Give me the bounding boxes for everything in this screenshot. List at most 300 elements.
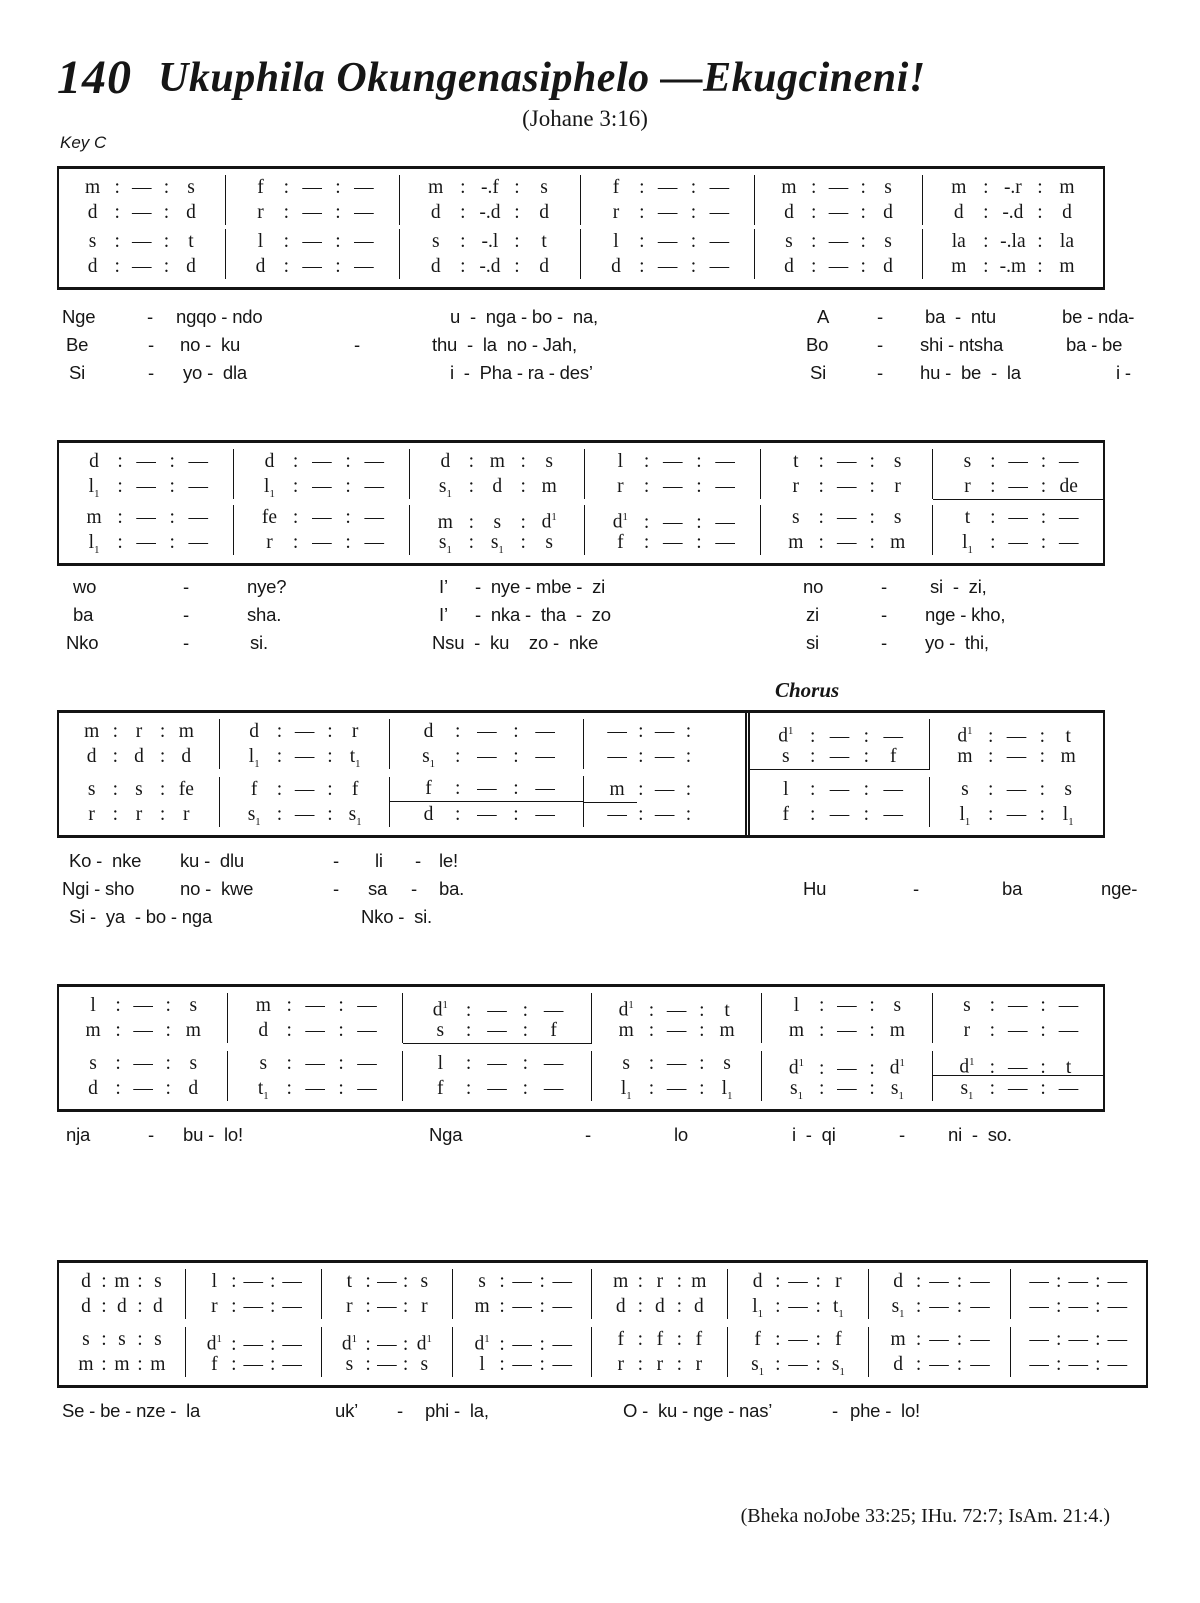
note: m: [951, 256, 967, 277]
beat-separator: :: [499, 1271, 505, 1292]
note: —: [477, 746, 497, 767]
note: d: [883, 256, 893, 277]
note: —: [1006, 779, 1027, 800]
beat-separator: :: [637, 1329, 643, 1350]
note: m: [1060, 746, 1076, 767]
beat-separator: :: [869, 995, 875, 1016]
beat-separator: :: [231, 1271, 237, 1292]
lyric-syllable: Bo: [806, 334, 829, 355]
lyric-syllable: -: [333, 878, 339, 899]
note: —: [828, 202, 849, 223]
beat-separator: :: [163, 177, 170, 198]
voice-row-tenor: [322, 1327, 452, 1355]
beat-separator: :: [114, 177, 120, 198]
voice-row-tenor: [234, 505, 409, 530]
voice-pair: [226, 175, 400, 225]
note: d: [883, 202, 893, 223]
beat-separator: :: [402, 1354, 409, 1375]
lyric-syllable: yo - thi,: [925, 632, 989, 653]
beat-separator: :: [818, 532, 824, 553]
note: m: [489, 451, 505, 472]
beat-separator: :: [685, 804, 692, 825]
note: —: [715, 532, 735, 553]
voice-row-bass: [59, 530, 233, 555]
lyric-syllable: yo - dla: [183, 362, 248, 383]
voice-pair: [581, 229, 755, 279]
note: d: [186, 202, 196, 223]
voice-row-alto: [750, 744, 929, 770]
note: —: [512, 1296, 532, 1317]
voice-row-bass: [930, 802, 1103, 827]
lyric-syllable: -: [913, 878, 919, 899]
voice-row-soprano: [585, 449, 760, 474]
beat-separator: :: [869, 476, 875, 497]
beat-separator: :: [115, 1020, 121, 1041]
lyric-syllable: ba: [73, 604, 94, 625]
voice-pair: [592, 1269, 728, 1319]
note: $s_1$: [348, 804, 362, 828]
beat-separator: :: [286, 1078, 292, 1099]
note: m: [618, 1020, 634, 1041]
voice-row-tenor: [728, 1327, 867, 1352]
voice-row-bass: [923, 254, 1103, 279]
beat-separator: :: [643, 476, 650, 497]
voice-row-alto: [869, 1294, 1010, 1319]
voice-row-alto: [390, 744, 583, 769]
note: d: [249, 721, 260, 742]
note: —: [535, 721, 555, 742]
note: r: [617, 476, 624, 497]
note: s: [622, 1053, 631, 1074]
beat-separator: :: [1040, 451, 1047, 472]
voice-pair: [228, 993, 403, 1043]
voice-row-alto: [923, 200, 1103, 225]
note: la: [1059, 231, 1074, 252]
beat-separator: :: [338, 995, 344, 1016]
note: —: [1058, 532, 1079, 553]
note: —: [377, 1271, 397, 1292]
measure-1: [59, 1263, 186, 1385]
note: f: [351, 779, 359, 800]
note: —: [788, 1296, 808, 1317]
note: f: [425, 778, 432, 799]
note: —: [477, 778, 497, 799]
beat-separator: :: [468, 532, 475, 553]
beat-separator: :: [539, 1333, 545, 1355]
note: —: [836, 507, 857, 528]
measure-1: [59, 713, 220, 835]
note: —: [487, 1020, 507, 1041]
note: $t_1$: [349, 746, 361, 770]
beat-separator: :: [1055, 1354, 1062, 1375]
lyric-syllable: I’: [439, 576, 448, 597]
voice-row-tenor: [186, 1327, 321, 1355]
notation-system-1: [57, 166, 1105, 290]
beat-separator: :: [169, 451, 175, 472]
note: s: [893, 451, 902, 472]
note: -.m: [999, 256, 1027, 277]
lyric-syllable: -: [877, 362, 883, 383]
voice-pair: [59, 229, 226, 279]
beat-separator: :: [402, 1333, 409, 1355]
lyric-syllable: -: [415, 850, 421, 871]
lyric-syllable: nge - kho,: [925, 604, 1006, 625]
note: m: [890, 1329, 906, 1350]
note: —: [837, 1078, 857, 1099]
note: $l_1$: [721, 1078, 733, 1102]
note: d: [255, 256, 266, 277]
note: —: [1029, 1354, 1049, 1375]
beat-separator: :: [956, 1296, 963, 1317]
note: m: [78, 1354, 94, 1375]
voice-pair: [933, 1050, 1103, 1101]
beat-separator: :: [988, 746, 994, 767]
beat-separator: :: [811, 256, 817, 277]
note: —: [354, 202, 374, 223]
beat-separator: :: [115, 995, 121, 1016]
note: $t_1$: [832, 1296, 844, 1320]
note: f: [257, 177, 264, 198]
beat-separator: :: [286, 1053, 292, 1074]
note: l: [617, 451, 624, 472]
beat-separator: :: [775, 1354, 781, 1375]
note: d: [188, 1078, 199, 1099]
voice-pair: [869, 1327, 1011, 1377]
note: d: [440, 451, 451, 472]
voice-pair: [410, 449, 585, 499]
note: —: [788, 1329, 808, 1350]
note: —: [883, 725, 903, 747]
beat-separator: :: [696, 532, 702, 553]
voice-pair: [226, 229, 400, 279]
note: —: [1006, 725, 1027, 747]
note: —: [1008, 532, 1028, 553]
beat-separator: :: [685, 746, 692, 767]
voice-row-soprano: [59, 993, 227, 1018]
note: $s_1$: [890, 1078, 904, 1102]
voice-pair: [585, 449, 761, 499]
beat-separator: :: [137, 1329, 143, 1350]
voice-row-soprano: [728, 1269, 867, 1294]
note: $l_1$: [264, 476, 275, 500]
voice-row-bass: [59, 1076, 227, 1101]
lyric-syllable: ba.: [439, 878, 465, 899]
note: —: [929, 1296, 949, 1317]
note: r: [211, 1296, 218, 1317]
voice-row-bass: [59, 1352, 185, 1377]
lyric-syllable: be - nda-: [1062, 306, 1135, 327]
voice-row-soprano: [762, 993, 931, 1018]
measure-2: [234, 443, 410, 563]
note: d: [423, 804, 434, 825]
voice-row-bass: [728, 1352, 867, 1377]
note: —: [305, 995, 325, 1016]
note: —: [970, 1329, 990, 1350]
note: s: [431, 231, 440, 252]
measure-2: [228, 987, 403, 1109]
note: —: [1008, 507, 1028, 528]
beat-separator: :: [345, 507, 351, 528]
voice-row-alto: [322, 1294, 452, 1319]
measure-3: [410, 443, 585, 563]
note: —: [133, 995, 153, 1016]
voice-pair: [584, 719, 745, 769]
beat-separator: :: [869, 1057, 875, 1079]
beat-separator: :: [520, 476, 526, 497]
beat-separator: :: [690, 256, 697, 277]
note: —: [788, 1271, 808, 1292]
note: d: [423, 721, 434, 742]
beat-separator: :: [513, 721, 519, 742]
measure-7: [869, 1263, 1011, 1385]
beat-separator: :: [648, 1020, 655, 1041]
note: —: [970, 1296, 990, 1317]
lyrics-block-2: [57, 576, 1177, 660]
lyric-line: [57, 850, 1177, 878]
note: —: [282, 1354, 302, 1375]
beat-separator: :: [283, 202, 289, 223]
voice-pair: [59, 175, 226, 225]
lyrics-block-3: [57, 850, 1177, 934]
voice-row-alto: [226, 200, 399, 225]
beat-separator: :: [365, 1354, 371, 1375]
beat-separator: :: [112, 746, 119, 767]
voice-row-tenor: [400, 229, 580, 254]
note: f: [835, 1329, 842, 1350]
beat-separator: :: [639, 202, 645, 223]
voice-row-tenor: [390, 776, 583, 802]
voice-pair: [59, 505, 234, 555]
beat-separator: :: [956, 1329, 963, 1350]
beat-separator: :: [1055, 1329, 1062, 1350]
lyric-syllable: Nga: [429, 1124, 463, 1145]
note: —: [837, 1057, 857, 1079]
note: s: [884, 231, 892, 252]
beat-separator: :: [869, 1020, 875, 1041]
note: d: [87, 256, 98, 277]
note: —: [136, 451, 156, 472]
hymn-number: 140: [57, 51, 132, 104]
note: —: [929, 1354, 949, 1375]
voice-pair: [930, 777, 1103, 827]
lyric-line: [57, 906, 1177, 934]
beat-separator: :: [522, 1078, 529, 1099]
note: d: [893, 1271, 903, 1292]
lyric-syllable: -: [881, 576, 887, 597]
beat-separator: :: [638, 779, 644, 800]
beat-separator: :: [454, 721, 461, 742]
lyric-syllable: le!: [439, 850, 458, 871]
note: r: [612, 202, 620, 223]
lyric-line: [57, 1400, 1177, 1428]
note: —: [477, 721, 497, 742]
beat-separator: :: [335, 231, 341, 252]
note: d: [181, 746, 192, 767]
beat-separator: :: [117, 451, 123, 472]
note: —: [364, 451, 384, 472]
voice-row-alto: [762, 1018, 931, 1043]
note: $d^1$: [778, 725, 794, 747]
voice-row-alto: [228, 1018, 402, 1043]
beat-separator: :: [327, 779, 333, 800]
beat-separator: :: [990, 532, 996, 553]
note: t: [793, 451, 799, 472]
voice-row-tenor: [923, 229, 1103, 254]
note: l: [211, 1271, 218, 1292]
voice-row-alto: [59, 1018, 227, 1043]
beat-separator: :: [809, 725, 816, 747]
note: —: [1007, 1056, 1028, 1078]
note: r: [835, 1271, 842, 1292]
beat-separator: :: [956, 1354, 963, 1375]
beat-separator: :: [460, 231, 466, 252]
note: $s_1$: [891, 1296, 905, 1320]
beat-separator: :: [811, 177, 817, 198]
note: $s_1$: [247, 804, 261, 828]
voice-row-bass: [220, 802, 389, 827]
lyric-syllable: bu - lo!: [183, 1124, 243, 1145]
beat-separator: :: [460, 177, 466, 198]
note: m: [541, 476, 557, 497]
note: m: [584, 777, 637, 803]
beat-separator: :: [117, 507, 123, 528]
voice-row-tenor: [228, 1051, 402, 1076]
beat-separator: :: [863, 746, 870, 767]
note: —: [1058, 995, 1079, 1016]
voice-row-alto: [59, 744, 219, 769]
beat-separator: :: [1037, 256, 1043, 277]
note: $l_1$: [1062, 804, 1074, 828]
beat-separator: :: [815, 1354, 821, 1375]
voice-row-bass: [453, 1352, 591, 1377]
note: m: [85, 1020, 101, 1041]
measure-1: [59, 169, 226, 287]
hymn-subtitle: (Johane 3:16): [522, 106, 648, 131]
voice-row-tenor: [453, 1327, 591, 1355]
note: —: [666, 1078, 687, 1099]
beat-separator: :: [811, 231, 817, 252]
beat-separator: :: [1055, 1296, 1062, 1317]
voice-pair: [755, 175, 923, 225]
note: —: [657, 231, 678, 252]
lyric-syllable: ba - be: [1066, 334, 1123, 355]
note: s: [785, 231, 793, 252]
note: —: [243, 1333, 263, 1355]
lyric-line: [57, 632, 1177, 660]
beat-separator: :: [1055, 1271, 1062, 1292]
note: s: [893, 995, 902, 1016]
note: f: [617, 1329, 625, 1350]
note: —: [552, 1271, 572, 1292]
beat-separator: :: [520, 451, 526, 472]
voice-pair: [59, 1327, 186, 1377]
note: t: [724, 999, 730, 1021]
beat-separator: :: [522, 1020, 529, 1041]
beat-separator: :: [514, 177, 520, 198]
voice-row-tenor: [59, 777, 219, 802]
voice-pair: [400, 175, 581, 225]
note: $s_1$: [790, 1078, 803, 1102]
note: —: [837, 1020, 857, 1041]
note: —: [828, 231, 849, 252]
voice-pair: [400, 229, 581, 279]
beat-separator: :: [639, 256, 645, 277]
measure-1: [59, 987, 228, 1109]
note: m: [889, 1020, 905, 1041]
note: f: [250, 779, 258, 800]
voice-pair: [585, 505, 761, 555]
note: —: [1006, 804, 1027, 825]
beat-separator: :: [648, 1053, 655, 1074]
note: $l_1$: [88, 476, 100, 500]
note: d: [1062, 202, 1072, 223]
voice-row-bass: [59, 802, 219, 827]
beat-separator: :: [989, 995, 996, 1016]
beat-separator: :: [1040, 476, 1047, 497]
beat-separator: :: [809, 746, 816, 767]
beat-separator: :: [915, 1296, 922, 1317]
note: —: [535, 778, 555, 799]
note: —: [883, 804, 903, 825]
lyric-syllable: O - ku - nge - nas’: [623, 1400, 773, 1421]
voice-row-soprano: [933, 993, 1103, 1018]
note: l: [257, 231, 264, 252]
lyric-syllable: sha.: [247, 604, 282, 625]
voice-row-alto: [761, 474, 932, 499]
note: s: [791, 507, 800, 528]
note: s: [154, 1271, 162, 1292]
voice-pair: [453, 1269, 592, 1319]
beat-separator: :: [676, 1329, 683, 1350]
note: m: [185, 1020, 201, 1041]
note: s: [961, 779, 969, 800]
beat-separator: :: [522, 999, 529, 1021]
voice-row-bass: [869, 1352, 1010, 1377]
voice-row-tenor: [584, 777, 745, 802]
lyric-syllable: -: [333, 850, 339, 871]
beat-separator: :: [338, 1078, 344, 1099]
voice-row-soprano: [581, 175, 754, 200]
note: r: [346, 1296, 353, 1317]
note: —: [512, 1271, 532, 1292]
beat-separator: :: [335, 202, 341, 223]
beat-separator: :: [286, 1020, 292, 1041]
beat-separator: :: [365, 1333, 371, 1355]
note: la: [951, 231, 966, 252]
voice-pair: [59, 1051, 228, 1101]
beat-separator: :: [513, 778, 519, 799]
note: —: [1107, 1296, 1128, 1317]
lyric-syllable: hu - be - la: [920, 362, 1021, 383]
note: —: [136, 532, 156, 553]
voice-pair: [186, 1327, 322, 1377]
beat-separator: :: [638, 746, 644, 767]
beat-separator: :: [169, 476, 175, 497]
beat-separator: :: [1095, 1354, 1101, 1375]
voice-row-alto: [581, 200, 754, 225]
voice-row-soprano: [453, 1269, 591, 1294]
beat-separator: :: [860, 177, 866, 198]
beat-separator: :: [699, 999, 705, 1021]
beat-separator: :: [915, 1329, 922, 1350]
lyric-syllable: Nko - si.: [361, 906, 432, 927]
note: $d^1$: [889, 1057, 905, 1079]
note: m: [84, 721, 100, 742]
note: —: [929, 1271, 949, 1292]
note: s: [135, 779, 143, 800]
voice-pair: [592, 993, 762, 1043]
voice-row-alto: [933, 474, 1103, 500]
